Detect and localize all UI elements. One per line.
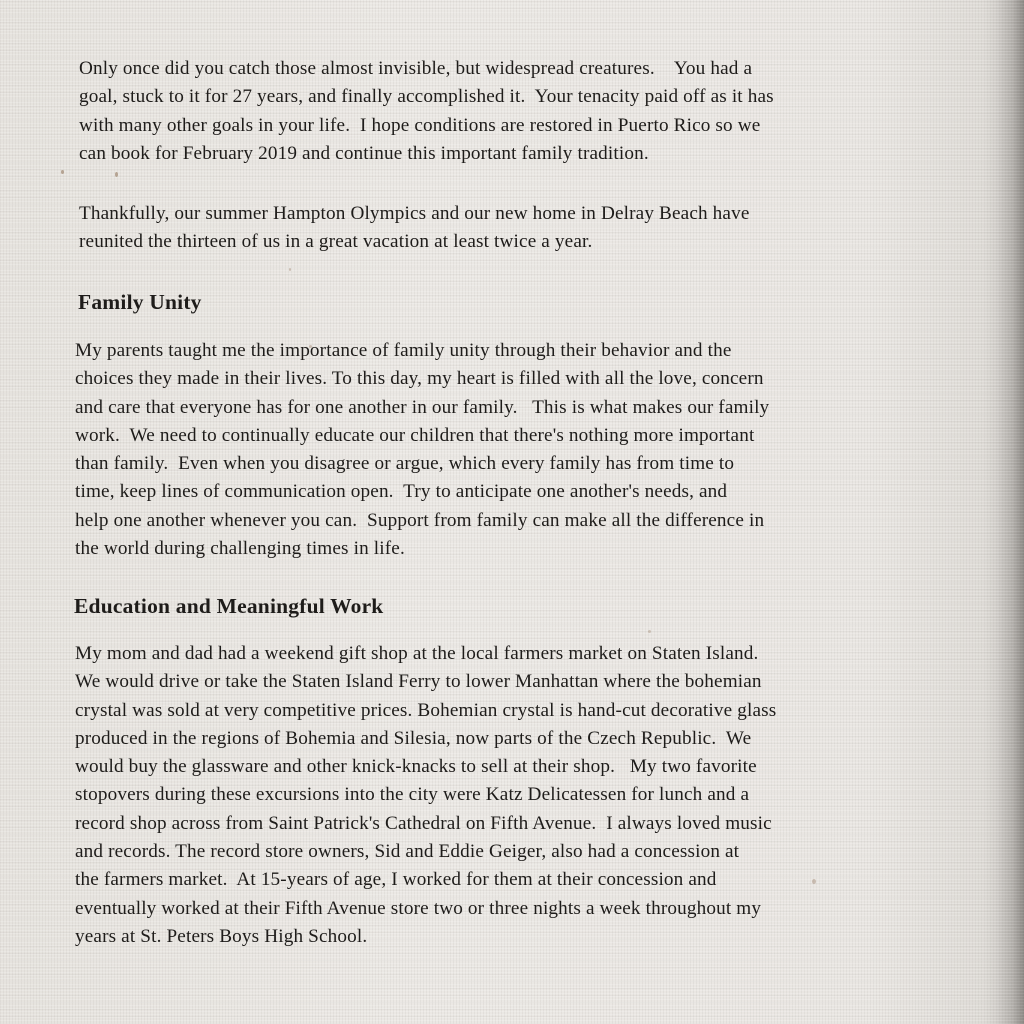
text-line: record shop across from Saint Patrick's Cathedral on Fifth Avenue. I always loved music — [75, 812, 772, 834]
text-line: My parents taught me the importance of family unity through their behavior and the — [75, 340, 732, 361]
paper-speck — [115, 172, 118, 177]
text-line: eventually worked at their Fifth Avenue store two or three nights a week throughout my — [75, 897, 762, 919]
intro-paragraph-2 — [79, 200, 750, 257]
text-line: reunited the thirteen of us in a great vacation at least twice a year. — [79, 231, 593, 253]
text-line: stopovers during these excursions into the city were Katz Delicatessen for lunch and a — [75, 784, 750, 806]
text-line: the world during challenging times in life. — [75, 538, 405, 560]
text-line: can book for February 2019 and continue this important family tradition. — [79, 142, 649, 164]
text-line: than family. Even when you disagree or argue, which every family has from time to — [75, 453, 735, 475]
text-line: My mom and dad had a weekend gift shop at the local farmers market on Staten Island. — [75, 643, 759, 664]
text-line: crystal was sold at very competitive prices. Bohemian crystal is hand-cut decorative glass — [75, 699, 777, 721]
text-line: work. We need to continually educate our children that there's nothing more important — [75, 424, 755, 446]
text-line: produced in the regions of Bohemia and Silesia, now parts of the Czech Republic. We — [75, 727, 752, 749]
intro-paragraph-1 — [79, 55, 774, 168]
paper-speck — [61, 170, 64, 174]
paper-speck — [648, 630, 651, 633]
text-line: Only once did you catch those almost invisible, but widespread creatures. You had a — [79, 58, 753, 79]
text-line: the farmers market. At 15-years of age, I worked for them at their concession and — [75, 869, 717, 891]
text-line: and records. The record store owners, Sid and Eddie Geiger, also had a concession at — [75, 841, 740, 863]
text-line: Thankfully, our summer Hampton Olympics and our new home in Delray Beach have — [79, 203, 750, 224]
education-paragraph — [75, 640, 776, 951]
text-line: and care that everyone has for one another in our family. This is what makes our family — [75, 396, 770, 418]
text-line: with many other goals in your life. I hope conditions are restored in Puerto Rico so we — [79, 114, 761, 136]
text-line: years at St. Peters Boys High School. — [75, 925, 368, 947]
page-edge-shadow — [996, 0, 1024, 1024]
family-unity-paragraph — [75, 337, 769, 563]
section-heading-education: Education and Meaningful Work — [74, 594, 384, 618]
text-line: help one another whenever you can. Support from family can make all the difference in — [75, 509, 765, 531]
text-line: would buy the glassware and other knick-knacks to sell at their shop. My two favorite — [75, 756, 757, 778]
paper-speck — [812, 879, 816, 884]
text-line: We would drive or take the Staten Island Ferry to lower Manhattan where the bohemian — [75, 671, 762, 693]
text-line: goal, stuck to it for 27 years, and finally accomplished it. Your tenacity paid off as it has — [79, 86, 774, 108]
text-line: time, keep lines of communication open. Try to anticipate one another's needs, and — [75, 481, 728, 503]
paper-speck — [289, 268, 291, 271]
text-line: choices they made in their lives. To this day, my heart is filled with all the love, concern — [75, 368, 764, 390]
section-heading-family-unity: Family Unity — [78, 290, 202, 314]
